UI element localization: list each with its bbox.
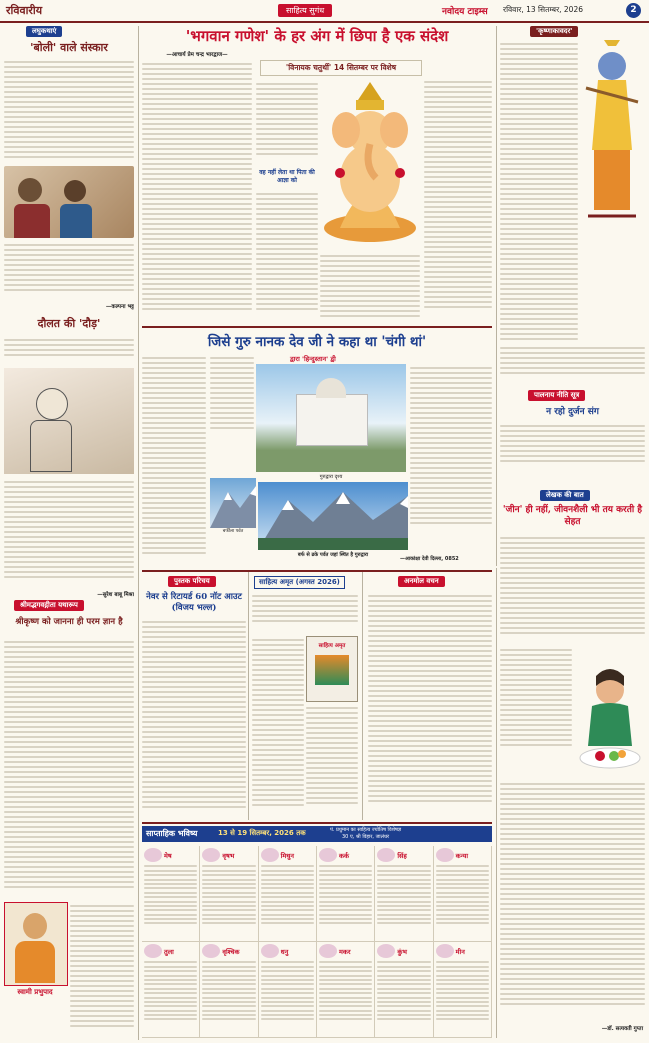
zodiac-icon bbox=[144, 944, 162, 958]
gita-portrait bbox=[4, 902, 68, 986]
gita-title: श्रीकृष्ण को जानना ही परम ज्ञान है bbox=[15, 617, 123, 627]
story1-title: 'बोली' वाले संस्कार bbox=[30, 41, 108, 54]
horoscope bbox=[142, 822, 492, 1038]
zodiac-icon bbox=[377, 944, 395, 958]
niti-tag: पालनाय नीति सूत्र bbox=[528, 390, 585, 401]
sign-name: मकर bbox=[339, 947, 351, 956]
ganesh-image bbox=[320, 78, 420, 248]
special-label: 'विनायक चतुर्थी' 14 सितम्बर पर विशेष bbox=[260, 60, 422, 76]
story2-title: दौलत की 'दौड़' bbox=[37, 317, 101, 330]
section-tag: साहित्य सुगंध bbox=[278, 4, 332, 17]
byline: —आचार्य प्रेम चन्द्र भारद्वाज— bbox=[166, 52, 228, 58]
sign-cell-7 bbox=[142, 942, 200, 1038]
sign-name: मेष bbox=[164, 851, 172, 860]
nanak-headline: जिसे गुरु नानक देव जी ने कहा था 'चंगी थां' bbox=[207, 334, 427, 350]
sign-cell-11 bbox=[375, 942, 433, 1038]
gita-tag: श्रीमद्भगवद्गीता यथारूप bbox=[14, 600, 84, 611]
sign-name: धनु bbox=[280, 947, 289, 956]
zodiac-icon bbox=[319, 848, 337, 862]
column-right bbox=[500, 26, 645, 1038]
author-talk-tag: लेखक की बात bbox=[540, 490, 590, 501]
section-title: रविवारीय bbox=[6, 4, 43, 17]
main-headline: 'भगवान गणेश' के हर अंग में छिपा है एक संदेश bbox=[185, 27, 449, 45]
photo-mountain bbox=[210, 478, 256, 528]
photo-snow-peaks bbox=[258, 482, 408, 550]
story2-author: —सुरेश बाबू मिश्रा bbox=[97, 592, 134, 598]
poem-title: न रहो दुर्जन संग bbox=[546, 407, 599, 417]
sign-cell-10 bbox=[317, 942, 375, 1038]
astrologer: पं. प्रधुमान का साहित्य ज्योतिष विशेषज्ञ bbox=[330, 827, 402, 833]
health-title: 'जीन' ही नहीं, जीवनशैली भी तय करती है सेहत bbox=[502, 505, 643, 527]
sign-name: सिंह bbox=[397, 851, 407, 860]
sign-cell-5 bbox=[375, 846, 433, 942]
horoscope-dates: 13 से 19 सितम्बर, 2026 तक bbox=[218, 829, 306, 837]
zodiac-icon bbox=[261, 944, 279, 958]
sign-grid bbox=[142, 846, 492, 1038]
photo-caption-1: गुरुद्वारा दृश्य bbox=[319, 474, 343, 480]
astrologer-address: 30 ए, श्री विहार, जालंधर bbox=[342, 834, 390, 840]
story1-author: —कल्पना भट्ट bbox=[105, 304, 134, 310]
sign-name: वृश्चिक bbox=[222, 947, 240, 956]
sign-name: तुला bbox=[164, 947, 174, 956]
zodiac-icon bbox=[261, 848, 279, 862]
gita-caption: स्वामी प्रभुपाद bbox=[17, 988, 53, 996]
sahitya-tag: साहित्य अमृत (अगस्त 2026) bbox=[254, 576, 345, 589]
book-intro-tag: पुस्तक परिचय bbox=[168, 576, 216, 587]
zodiac-icon bbox=[202, 848, 220, 862]
column-left bbox=[4, 26, 134, 1038]
zodiac-icon bbox=[436, 944, 454, 958]
paper-name: नवोदय टाइम्स bbox=[442, 7, 488, 17]
nanak-author: —आकांक्षा देवी दिल्ला, 0852 bbox=[400, 556, 459, 562]
masthead bbox=[0, 0, 649, 22]
sign-name: वृषभ bbox=[222, 851, 235, 860]
sign-name: कर्क bbox=[339, 851, 349, 860]
krishna-illustration bbox=[580, 40, 644, 220]
book-title: नेवर से रिटायर्ड 60 नॉट आउट (विजय भल्ल) bbox=[146, 592, 242, 613]
photo-caption-3: बर्फ से ढके पर्वत जहां स्थित है गुरुद्वारा bbox=[297, 552, 369, 558]
quotes-tag: अनमोल वचन bbox=[398, 576, 445, 587]
ganesh-article bbox=[142, 50, 492, 322]
krishna-tag: 'कृष्णाकावदर' bbox=[530, 26, 578, 37]
page-number: 2 bbox=[626, 3, 641, 18]
photo-caption-2: बर्फीला पर्वत bbox=[222, 529, 244, 534]
sign-cell-1 bbox=[142, 846, 200, 942]
sign-cell-9 bbox=[259, 942, 317, 1038]
sign-cell-3 bbox=[259, 846, 317, 942]
photo-gurudwara bbox=[256, 364, 406, 472]
sign-name: मीन bbox=[455, 947, 465, 956]
zodiac-icon bbox=[319, 944, 337, 958]
sign-cell-12 bbox=[434, 942, 492, 1038]
ganesh-icon bbox=[320, 78, 420, 248]
subhead: वह नहीं लेता था पिता की आज्ञा को bbox=[259, 169, 315, 184]
sign-cell-4 bbox=[317, 846, 375, 942]
story1-body bbox=[4, 58, 134, 166]
reviews-row bbox=[142, 570, 492, 820]
story2-illustration bbox=[4, 368, 134, 474]
sign-name: मिथुन bbox=[280, 851, 294, 860]
sign-cell-8 bbox=[200, 942, 258, 1038]
sign-name: कुंभ bbox=[397, 947, 407, 956]
book-cover-title: साहित्य अमृत bbox=[318, 643, 346, 649]
issue-date: रविवार, 13 सितम्बर, 2026 bbox=[503, 5, 583, 14]
zodiac-icon bbox=[377, 848, 395, 862]
zodiac-icon bbox=[202, 944, 220, 958]
krishna-icon bbox=[580, 40, 644, 220]
health-illustration bbox=[574, 666, 644, 776]
zodiac-icon bbox=[436, 848, 454, 862]
short-stories-tag: लघुकथाएं bbox=[26, 26, 62, 37]
author-label: द्वारा 'हिन्दुस्तान' द्वी bbox=[290, 355, 336, 363]
health-author: —डॉ. सत्यवती गुप्ता bbox=[601, 1026, 643, 1032]
sign-name: कन्या bbox=[455, 851, 469, 860]
sign-cell-2 bbox=[200, 846, 258, 942]
zodiac-icon bbox=[144, 848, 162, 862]
story1-illustration bbox=[4, 166, 134, 238]
sign-cell-6 bbox=[434, 846, 492, 942]
horoscope-title: साप्ताहिक भविष्य bbox=[146, 829, 198, 838]
book-cover bbox=[306, 636, 358, 702]
